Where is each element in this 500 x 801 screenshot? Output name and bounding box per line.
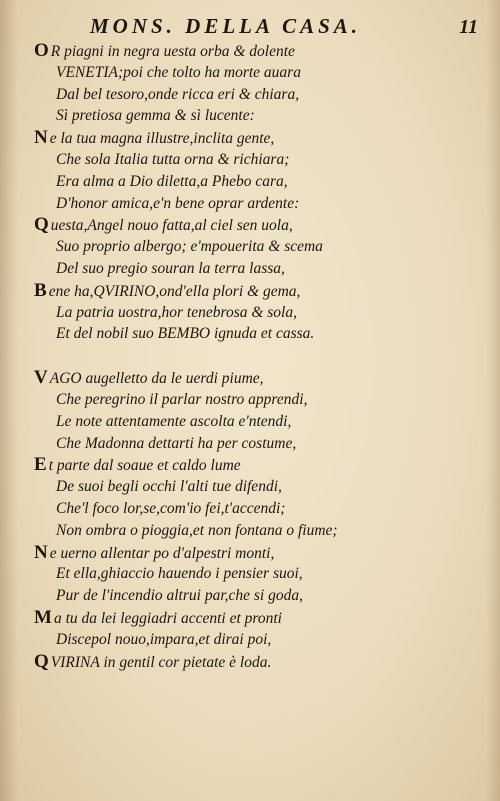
verse-line [34,651,414,673]
sonnet [34,367,414,672]
verse-line [34,323,414,345]
poem-text-block [34,40,414,672]
verse-line [34,389,414,411]
verse-line [34,542,414,564]
initial-letter: Q [34,650,49,672]
verse-text: Et ella,ghiaccio hauendo i pensier suoi, [56,565,303,583]
verse-line [34,367,414,389]
verse-text: uesta,Angel nouo fatta,al ciel sen uola, [50,217,293,235]
verse-text: Non ombra o pioggia,et non fontana o fiume; [56,521,338,539]
verse-text: Che peregrino il parlar nostro apprendi, [56,390,308,408]
verse-text: VENETIA;poi che tolto ha morte auara [56,63,301,81]
verse-text: La patria uostra,hor tenebrosa & sola, [56,303,297,321]
verse-line [34,498,414,520]
verse-text: Discepol nouo,impara,et dirai poi, [56,630,272,648]
initial-letter: N [34,541,48,563]
initial-letter: M [34,606,52,628]
verse-line [34,127,414,149]
verse-text: Sì pretiosa gemma & sì lucente: [56,107,255,125]
verse-text: De suoi begli occhi l'alti tue difendi, [56,478,282,496]
verse-text: ene ha,QVIRINO,ond'ella plori & gema, [48,282,301,300]
verse-line [34,171,414,193]
verse-line [34,520,414,542]
verse-line [34,105,414,127]
verse-line [34,585,414,607]
initial-letter: Q [34,214,49,236]
verse-text: Che sola Italia tutta orna & richiara; [56,150,290,168]
verse-text: Suo proprio albergo; e'mpouerita & scema [56,238,323,256]
page-header [90,14,478,39]
verse-text: Che'l foco lor,se,com'io fei,t'accendi; [56,499,286,517]
verse-line [34,193,414,215]
verse-text: e la tua magna illustre,inclita gente, [49,130,275,148]
verse-line [34,411,414,433]
verse-line [34,607,414,629]
sonnet [34,40,414,345]
verse-text: t parte dal soaue et caldo lume [48,457,241,475]
verse-text: Del suo pregio souran la terra lassa, [56,259,285,277]
verse-line [34,258,414,280]
verse-line [34,454,414,476]
initial-letter: E [34,454,47,476]
verse-line [34,236,414,258]
verse-text: Et del nobil suo BEMBO ignuda et cassa. [56,325,315,343]
initial-letter: O [34,40,49,61]
verse-text: VIRINA in gentil cor pietate è loda. [50,653,272,671]
verse-line [34,563,414,585]
verse-line [34,476,414,498]
verse-line [34,62,414,84]
verse-line [34,629,414,651]
verse-line [34,149,414,171]
verse-text: D'honor amica,e'n bene oprar ardente: [56,194,300,212]
verse-text: a tu da lei leggiadri accenti et pronti [53,609,282,627]
verse-text: Era alma a Dio diletta,a Phebo cara, [56,172,288,190]
verse-text: R piagni in negra uesta orba & dolente [50,43,295,60]
verse-text: Le note attentamente ascolta e'ntendi, [56,412,292,430]
verse-text: Che Madonna dettarti ha per costume, [56,434,297,452]
verse-line [34,214,414,236]
verse-text: Dal bel tesoro,onde ricca eri & chiara, [56,85,300,103]
verse-text: Pur de l'incendio altrui par,che si goda, [56,587,303,605]
page-number: 11 [459,16,478,38]
running-head: MONS. DELLA CASA. [90,14,362,38]
verse-line [34,302,414,324]
initial-letter: B [34,279,47,301]
verse-line [34,433,414,455]
initial-letter: V [34,367,48,389]
verse-text: e uerno allentar po d'alpestri monti, [49,544,275,562]
verse-line [34,40,414,62]
initial-letter: N [34,127,48,149]
verse-line [34,280,414,302]
verse-line [34,84,414,106]
verse-text: AGO augelletto da le uerdi piume, [49,370,264,388]
